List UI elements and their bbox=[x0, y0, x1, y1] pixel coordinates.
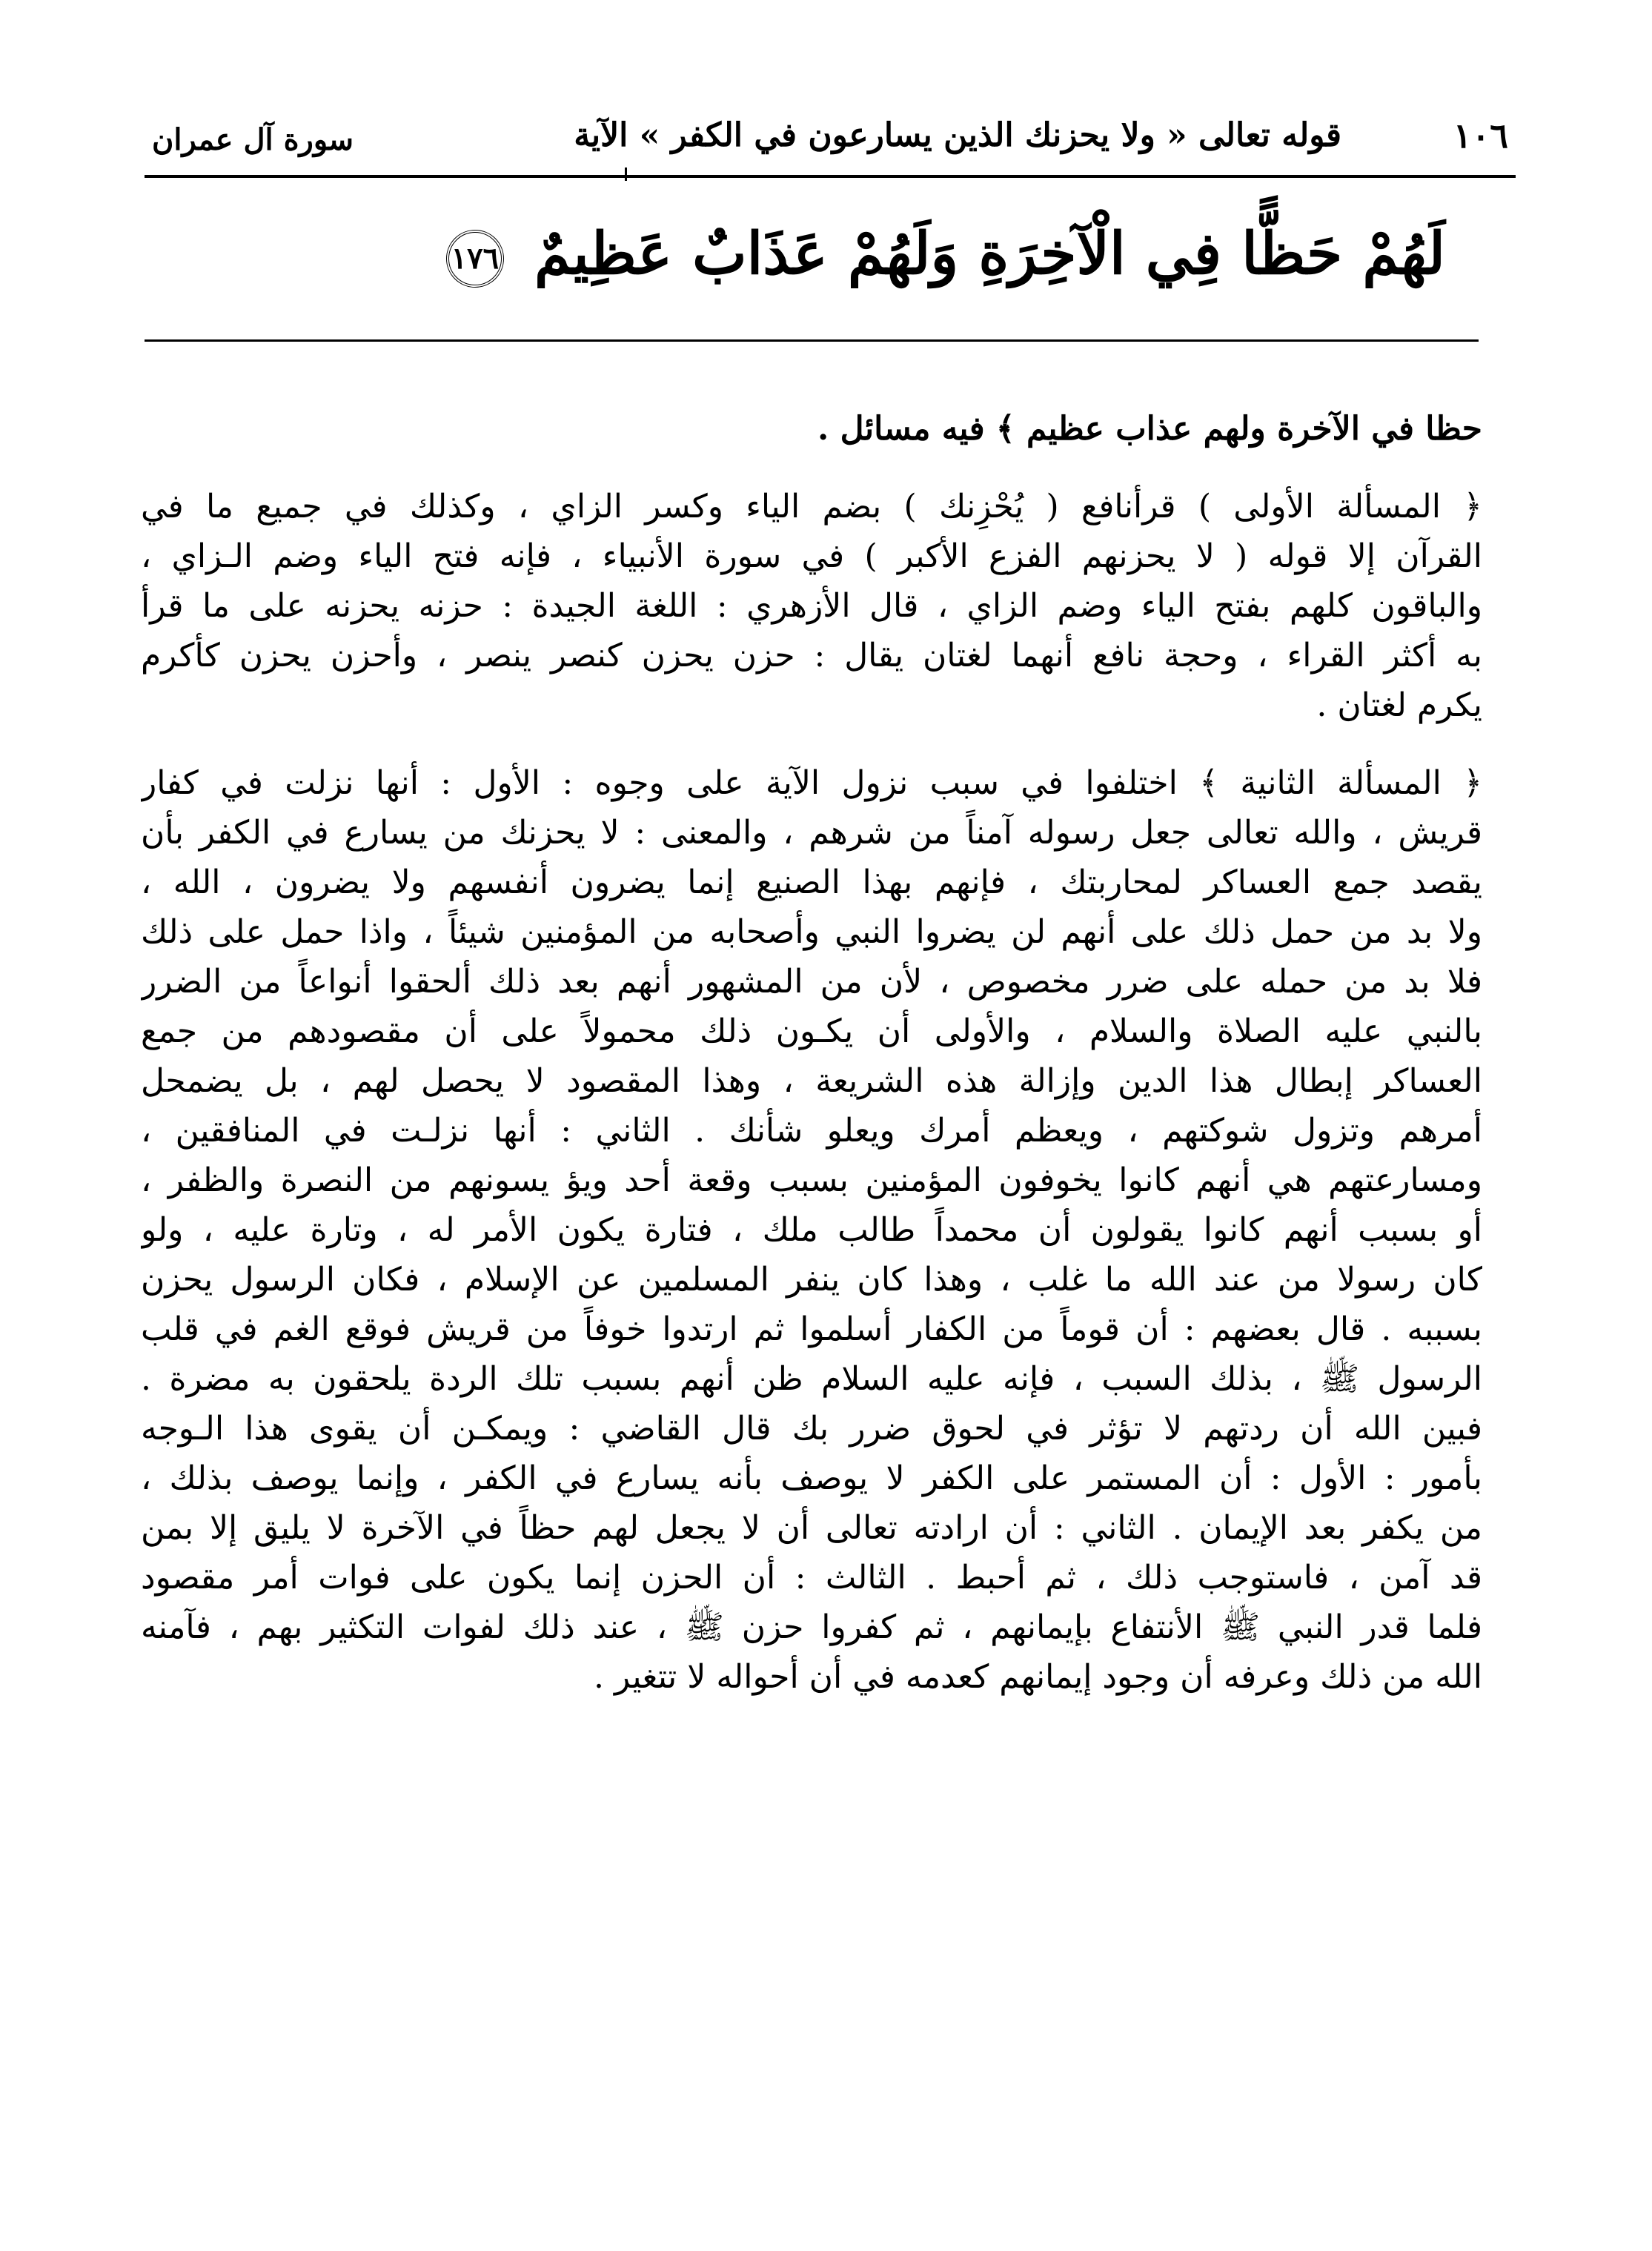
text-line: أو بسبب أنهم كانوا يقولون أن محمداً طالب ملك ، فتارة يكون الأمر له ، وتارة عليه ، ولو bbox=[141, 1211, 1482, 1249]
header-title: قوله تعالى « ولا يحزنك الذين يسارعون في الكفر » الآية bbox=[574, 116, 1341, 154]
paragraph-first-question bbox=[141, 482, 1482, 730]
text-line: بسببه . قال بعضهم : أن قوماً من الكفار أسلموا ثم ارتدوا خوفاً من قريش فوقع الغم في قلب bbox=[141, 1310, 1482, 1348]
text-line: يقصد جمع العساكر لمحاربتك ، فإنهم بهذا الصنيع إنما يضرون أنفسهم ولا يضرون ، الله ، bbox=[141, 863, 1482, 901]
text-line: الله من ذلك وعرفه أن وجود إيمانهم كعدمه في أن أحواله لا تتغير . bbox=[593, 1658, 1482, 1696]
commentary-body bbox=[141, 404, 1482, 1730]
header-rule-tick bbox=[625, 168, 627, 181]
text-line: كان رسولا من عند الله ما غلب ، وهذا كان ينفر المسلمين عن الإسلام ، فكان الرسول يحزن bbox=[141, 1261, 1482, 1299]
header-rule bbox=[145, 175, 1516, 178]
text-line: والباقون كلهم بفتح الياء وضم الزاي ، قال الأزهري : اللغة الجيدة : حزنه يحزنه على ما قرأ bbox=[141, 587, 1482, 625]
text-line: قد آمن ، فاستوجب ذلك ، ثم أحبط . الثالث : أن الحزن إنما يكون على فوات أمر مقصود bbox=[141, 1559, 1482, 1597]
text-line: فلما قدر النبي ﷺ الأنتفاع بإيمانهم ، ثم كفروا حزن ﷺ ، عند ذلك لفوات التكثير بهم ، فآمنه bbox=[141, 1608, 1482, 1646]
verse-rule bbox=[145, 339, 1479, 342]
text-line: أمرهم وتزول شوكتهم ، ويعظم أمرك ويعلو شأنك . الثاني : أنها نزلـت في المنافقين ، bbox=[141, 1112, 1482, 1150]
text-line: قريش ، والله تعالى جعل رسوله آمناً من شرهم ، والمعنى : لا يحزنك من يسارع في الكفر بأن bbox=[141, 814, 1482, 852]
text-line: من يكفر بعد الإيمان . الثاني : أن ارادته تعالى أن لا يجعل لهم حظاً في الآخرة لا يليق إلا بمن bbox=[141, 1509, 1482, 1547]
page-number: ١٠٦ bbox=[1453, 116, 1508, 156]
text-line: بالنبي عليه الصلاة والسلام ، والأولى أن يكـون ذلك محمولاً على أن مقصودهم من جمع bbox=[141, 1012, 1482, 1050]
text-line: فلا بد من حمله على ضرر مخصوص ، لأن من المشهور أنهم بعد ذلك ألحقوا أنواعاً من الضرر bbox=[141, 963, 1482, 1001]
surah-name: سورة آل عمران bbox=[152, 122, 354, 157]
text-line: ولا بد من حمل ذلك على أنهم لن يضروا النبي وأصحابه من المؤمنين شيئاً ، واذا حمل على ذلك bbox=[141, 913, 1482, 951]
text-line: يكرم لغتان . bbox=[1316, 686, 1482, 724]
paragraph-intro bbox=[141, 404, 1482, 454]
ayah-number-marker: ١٧٦ bbox=[446, 230, 504, 288]
running-header bbox=[152, 102, 1508, 169]
text-line: بأمور : الأول : أن المستمر على الكفر لا يوصف بأنه يسارع في الكفر ، وإنما يوصف بذلك ، bbox=[141, 1459, 1482, 1497]
text-line: العساكر إبطال هذا الدين وإزالة هذه الشريعة ، وهذا المقصود لا يحصل لهم ، بل يضمحل bbox=[141, 1062, 1482, 1100]
text-line: به أكثر القراء ، وحجة نافع أنهما لغتان يقال : حزن يحزن كنصر ينصر ، وأحزن يحزن كأكرم bbox=[141, 637, 1482, 674]
text-line: حظا في الآخرة ولهم عذاب عظيم ﴾ فيه مسائل . bbox=[817, 410, 1482, 448]
text-line: ﴿ المسألة الأولى ) قرأنافع ( يُحْزِنك ) بضم الياء وكسر الزاي ، وكذلك في جميع ما في bbox=[141, 488, 1482, 526]
paragraph-second-question bbox=[141, 758, 1482, 1702]
text-line: ﴿ المسألة الثانية ﴾ اختلفوا في سبب نزول الآية على وجوه : الأول : أنها نزلت في كفار bbox=[141, 764, 1482, 802]
text-line: فبين الله أن ردتهم لا تؤثر في لحوق ضرر بك قال القاضي : ويمكـن أن يقوى هذا الـوجه bbox=[141, 1410, 1482, 1448]
text-line: ومسارعتهم هي أنهم كانوا يخوفون المؤمنين بسبب وقعة أحد ويؤ يسونهم من النصرة والظفر ، bbox=[141, 1161, 1482, 1199]
quran-verse bbox=[193, 200, 1445, 308]
text-line: الرسول ﷺ ، بذلك السبب ، فإنه عليه السلام ظن أنهم بسبب تلك الردة يلحقون به مضرة . bbox=[141, 1360, 1482, 1398]
verse-text: لَهُمْ حَظًّا فِي الْآخِرَةِ وَلَهُمْ عَذَابٌ عَظِيمٌ bbox=[534, 220, 1445, 288]
text-line: القرآن إلا قوله ( لا يحزنهم الفزع الأكبر ) في سورة الأنبياء ، فإنه فتح الياء وضم الـزاي ، bbox=[141, 537, 1482, 575]
